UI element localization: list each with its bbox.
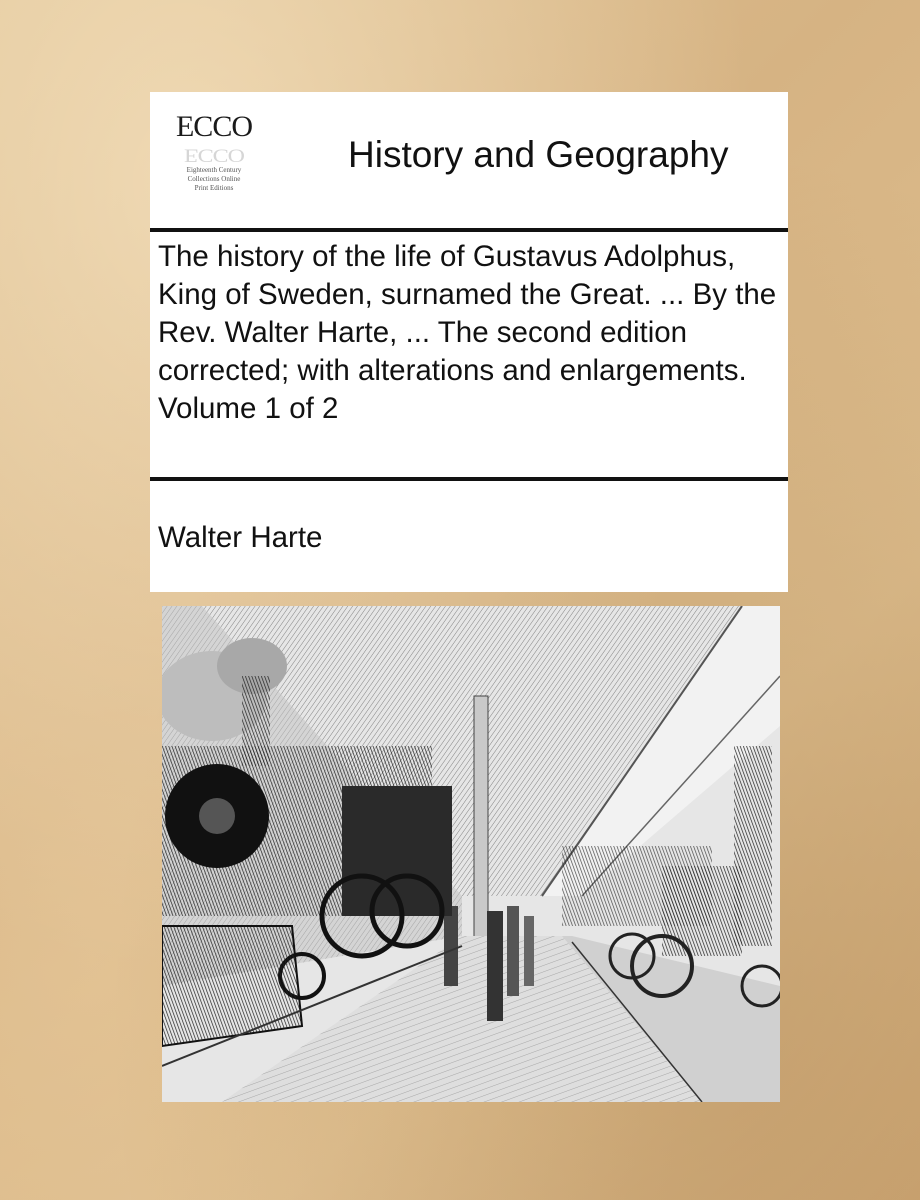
ecco-logo xyxy=(164,102,264,220)
logo-mark: ECCO xyxy=(175,110,252,143)
book-cover xyxy=(150,92,788,592)
logo-reflection: ECCO xyxy=(183,144,244,166)
train-station-engraving xyxy=(162,606,780,1102)
logo-tagline: Eighteenth Century Collections Online Print Editions xyxy=(186,166,242,192)
book-title: The history of the life of Gustavus Adolphus, King of Sweden, surnamed the Great. ... By the Rev. Walter Harte, ... The second edition corrected; with alterations and enlargements. Volume 1 of 2 xyxy=(158,240,777,425)
series-title: History and Geography xyxy=(348,134,729,175)
cover-header xyxy=(150,92,788,228)
divider-bottom xyxy=(150,477,788,481)
divider-top xyxy=(150,228,788,232)
cover-illustration xyxy=(162,606,780,1102)
book-author: Walter Harte xyxy=(158,521,323,554)
